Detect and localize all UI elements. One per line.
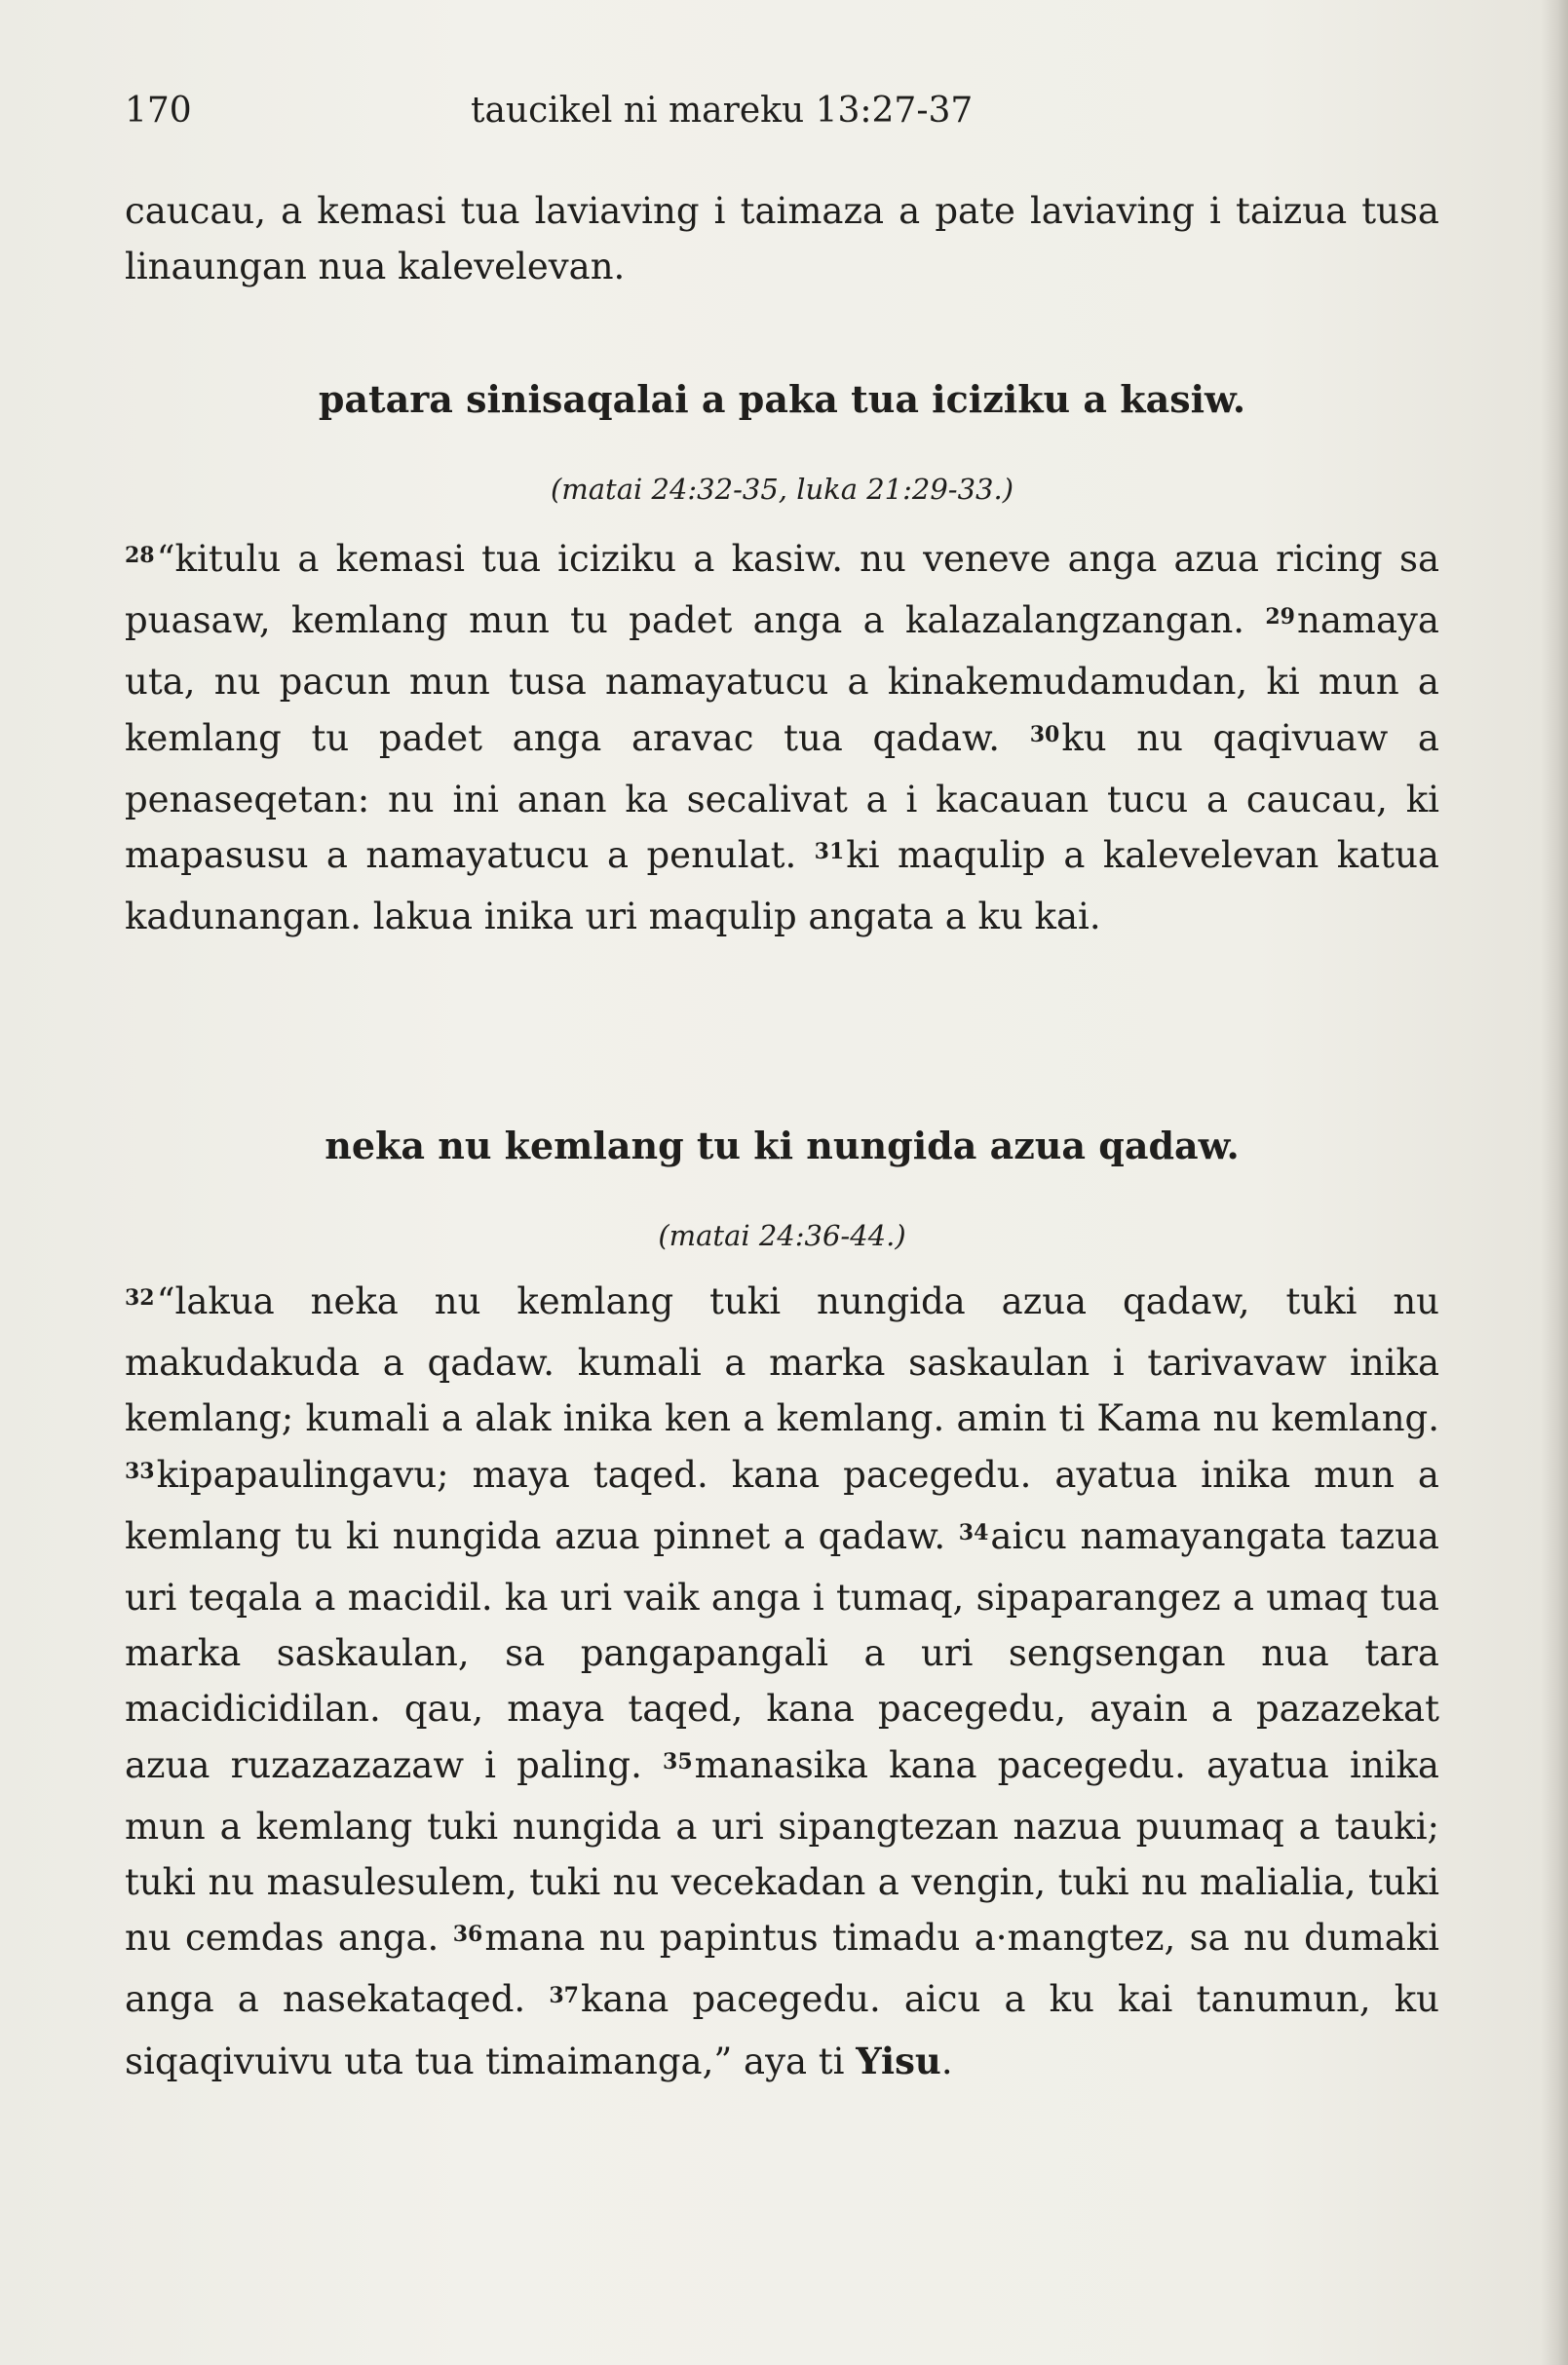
- verse-number: 31: [814, 839, 845, 865]
- verse-text: mana nu papintus timadu a·mangtez, sa nu dumaki anga a nasekataqed.: [125, 1917, 1440, 2021]
- verse-text: ki maqulip a kalevelevan katua kadunangan. lakua inika uri maqulip angata a ku kai.: [125, 834, 1439, 938]
- verse-text: “lakua neka nu kemlang tuki nungida azua qadaw, tuki nu makudakuda a qadaw. kumali a marka saskaulan i tarivavaw inika kemlang; kumali a alak inika ken a kemlang. amin ti Kama nu kemlang.: [125, 1280, 1439, 1440]
- verse-text: ku nu qaqivuaw a penaseqetan: nu ini anan ka secalivat a i kacauan tucu a caucau, ki mapasusu a namayatucu a penulat.: [125, 716, 1439, 877]
- closing-name: Yisu: [856, 2039, 941, 2082]
- verse-number: 33: [125, 1458, 155, 1484]
- running-head: taucikel ni mareku 13:27-37: [471, 91, 974, 131]
- verse-number: 34: [958, 1519, 989, 1545]
- verse-number: 30: [1029, 721, 1060, 747]
- verse-text: manasika kana pacegedu. ayatua inika mun a kemlang tuki nungida a uri sipangtezan nazua puumaq a tauki; tuki nu masulesulem, tuki nu vecekadan a vengin, tuki nu malialia, tuki nu cemdas anga.: [125, 1743, 1439, 1960]
- section-1-paragraph: [125, 531, 1439, 944]
- intro-paragraph: [125, 183, 1439, 300]
- verse-text: aicu namayangata tazua uri teqala a macidil. ka uri vaik anga i tumaq, sipaparangez a umaq tua marka saskaulan, sa pangapangali a uri sengsengan nua tara macidicidilan. qau, maya taqed, kana pacegedu, ayain a pazazekat azua ruzazazazaw i paling.: [125, 1514, 1439, 1786]
- page-header: [125, 86, 1441, 136]
- intro-text: caucau, a kemasi tua laviaving i taimaza a pate laviaving i taizua tusa linaungan nua kalevelevan.: [125, 190, 1439, 288]
- section-heading-2: neka nu kemlang tu ki nungida azua qadaw.: [325, 1124, 1240, 1167]
- verse-number: 29: [1265, 604, 1295, 630]
- verse-number: 37: [549, 1983, 579, 2009]
- page-edge-shadow: [1541, 0, 1568, 2365]
- verse-number: 36: [452, 1922, 483, 1948]
- page-number: 170: [125, 91, 192, 131]
- verse-number: 32: [125, 1285, 155, 1311]
- section-2-paragraph: [125, 1274, 1439, 2089]
- section-reference-1: (matai 24:32-35, luka 21:29-33.): [550, 473, 1014, 506]
- verse-text: “kitulu a kemasi tua iciziku a kasiw. nu veneve anga azua ricing sa puasaw, kemlang mun tu padet anga a kalazalangzangan.: [125, 538, 1439, 642]
- verse-number: 28: [125, 543, 155, 568]
- section-reference-2: (matai 24:36-44.): [658, 1219, 906, 1252]
- closing-punctuation: .: [940, 2040, 953, 2082]
- verse-text: namaya uta, nu pacun mun tusa namayatucu a kinakemudamudan, ki mun a kemlang tu padet anga aravac tua qadaw.: [125, 599, 1439, 759]
- verse-text: kana pacegedu. aicu a ku kai tanumun, ku siqaqivuivu uta tua timaimanga,” aya ti: [125, 1978, 1440, 2082]
- section-heading-1: patara sinisaqalai a paka tua iciziku a kasiw.: [318, 377, 1246, 421]
- verse-text: kipapaulingavu; maya taqed. kana pacegedu. ayatua inika mun a kemlang tu ki nungida azua pinnet a qadaw.: [125, 1453, 1439, 1557]
- verse-number: 35: [663, 1748, 693, 1774]
